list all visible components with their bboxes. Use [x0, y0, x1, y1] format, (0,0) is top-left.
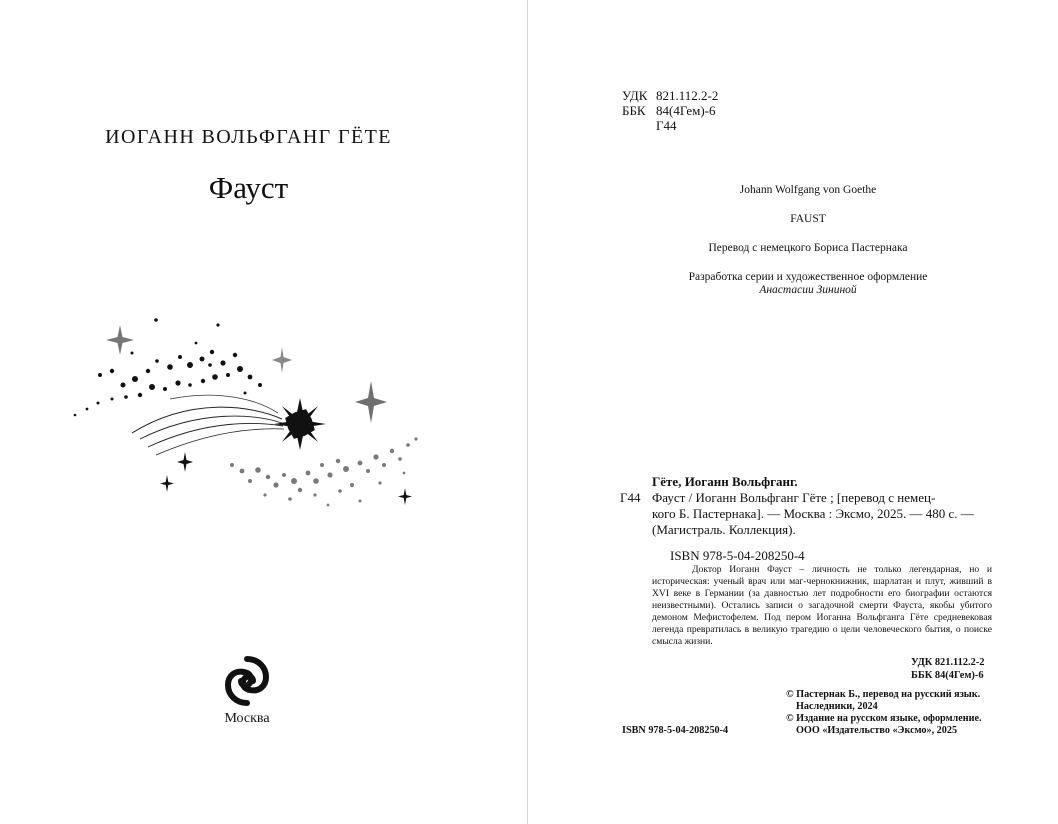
- record-isbn: ISBN 978-5-04-208250-4: [670, 548, 805, 563]
- class-codes-block: [911, 656, 985, 682]
- title-page-left: [0, 0, 527, 824]
- record-line-1: Фауст / Иоганн Вольфганг Гёте ; [перевод с немец-: [652, 490, 936, 505]
- copyright-edition: © Издание на русском языке, оформление. ООО «Издательство «Эксмо», 2025: [786, 713, 982, 736]
- udk-label: УДК: [622, 88, 648, 103]
- original-title: FAUST: [790, 213, 826, 225]
- udk-code: УДК 821.112.2-2: [911, 657, 985, 668]
- bibliographic-record: [620, 474, 1000, 564]
- bbk-value: 84(4Гем)-6: [656, 103, 716, 118]
- bbk-label: ББК: [622, 103, 646, 118]
- credits-block: [628, 184, 988, 313]
- record-heading: Гёте, Иоганн Вольфганг.: [652, 474, 798, 489]
- star-ornament-icon: [60, 305, 440, 520]
- classification-block: [622, 88, 718, 133]
- publisher-city: Москва: [224, 711, 270, 726]
- book-annotation: Доктор Иоганн Фауст – личность не только легендарная, но и историческая: ученый врач или маг-чернокнижник, шарлатан и плут, живший в XVI веке в Германии (за давностью лет подробности его биографии остаются неизвестными). Остались записи о загадочной смерти Фауста, якобы убитого демоном Мефистофелем. Под пером Иоганна Вольфганга Гёте средневековая легенда превратилась в великую трагедию о цели человеческого бытия, о поиске смысла жизни.: [652, 564, 992, 647]
- book-title: Фауст: [208, 170, 289, 205]
- udk-value: 821.112.2-2: [656, 88, 719, 103]
- isbn-bottom: ISBN 978-5-04-208250-4: [622, 725, 729, 736]
- author-name: ИОГАНН ВОЛЬФГАНГ ГЁТЕ: [105, 126, 392, 148]
- design-credit-label: Разработка серии и художественное оформление: [688, 271, 928, 283]
- imprint-page-right: [528, 0, 1058, 824]
- copyright-block: [786, 689, 1000, 737]
- copyright-translation: © Пастернак Б., перевод на русский язык. Наследники, 2024: [786, 689, 981, 712]
- designer-name: Анастасии Зининой: [759, 284, 857, 296]
- translation-credit: Перевод с немецкого Бориса Пастернака: [708, 242, 908, 254]
- original-author: Johann Wolfgang von Goethe: [739, 184, 877, 196]
- publisher-logo-icon: [222, 656, 272, 706]
- record-line-3: (Магистраль. Коллекция).: [652, 522, 796, 537]
- record-author-code: Г44: [620, 490, 641, 505]
- bbk-code: ББК 84(4Гем)-6: [911, 670, 984, 681]
- record-line-2: кого Б. Пастернака]. — Москва : Эксмо, 2025. — 480 с. —: [652, 506, 974, 521]
- author-code: Г44: [656, 118, 677, 133]
